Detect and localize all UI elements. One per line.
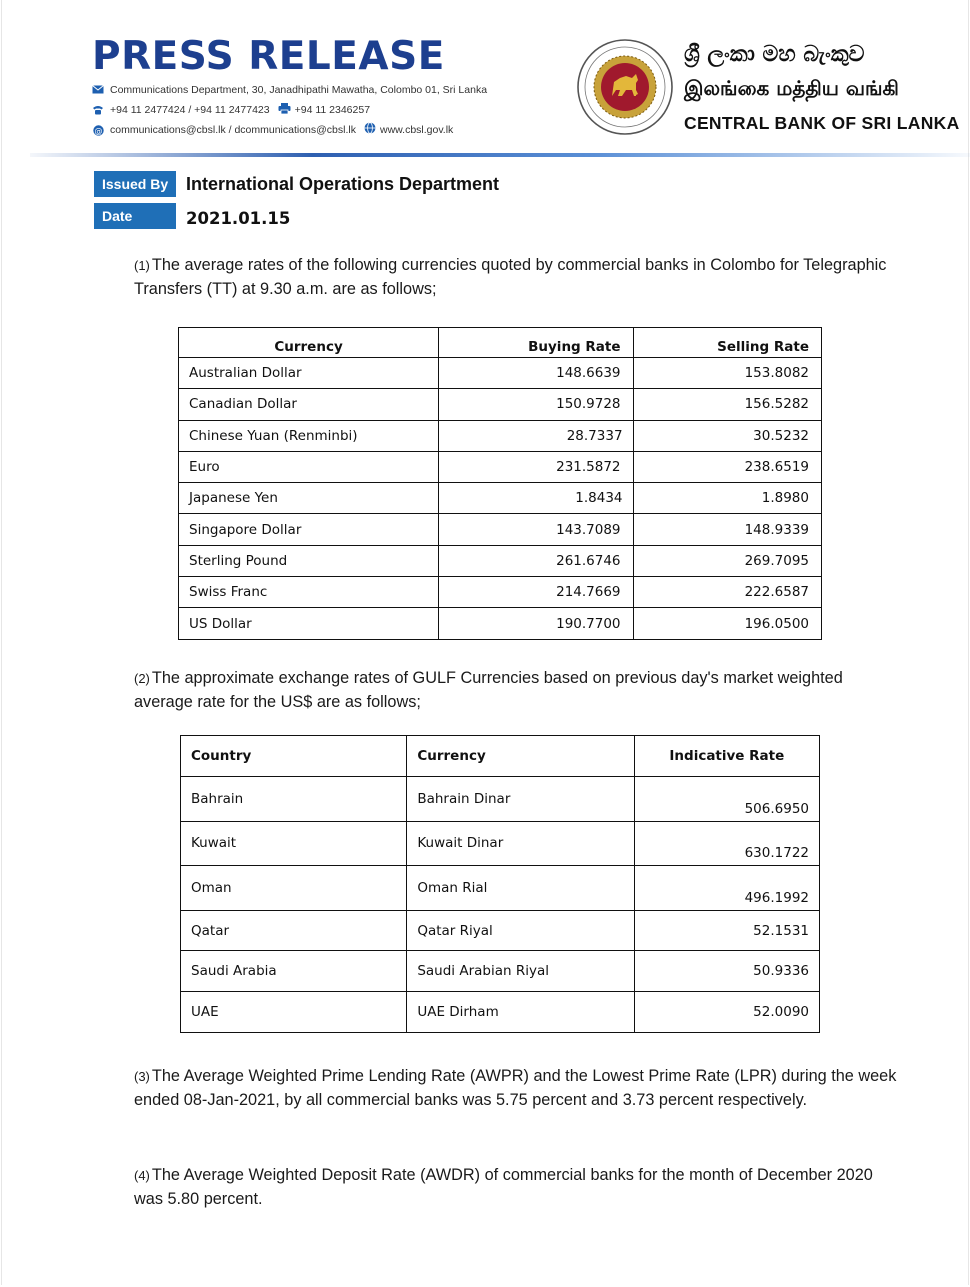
email-text[interactable]: communications@cbsl.lk / dcommunications@cbsl.lk: [110, 123, 356, 136]
selling-rate-cell: 196.0500: [633, 608, 821, 639]
table-row: [179, 577, 822, 608]
bank-name-sinhala: ශ්‍රී ලංකා මහ බැංකුව: [684, 42, 865, 67]
table-row: [179, 514, 822, 545]
paragraph-1: [134, 254, 904, 300]
buying-rate-cell: 148.6639: [439, 358, 633, 389]
selling-rate-cell: 1.8980: [633, 483, 821, 514]
table-row: [181, 951, 820, 992]
phone-icon: [92, 105, 104, 115]
currency-cell: Kuwait Dinar: [407, 821, 634, 866]
paragraph-number: (2): [134, 671, 150, 686]
currency-cell: Sterling Pound: [179, 545, 439, 576]
buying-rate-cell: 143.7089: [439, 514, 633, 545]
selling-rate-cell: 156.5282: [633, 389, 821, 420]
buying-rate-cell: 190.7700: [439, 608, 633, 639]
paragraph-text: The average rates of the following currencies quoted by commercial banks in Colombo for Telegraphic Transfers (TT) at 9.30 a.m. are as follows;: [134, 256, 887, 298]
selling-rate-cell: 222.6587: [633, 577, 821, 608]
contact-web: [92, 122, 453, 137]
column-header-selling-rate: Selling Rate: [633, 328, 821, 358]
currency-cell: US Dollar: [179, 608, 439, 639]
column-header-country: Country: [181, 736, 407, 777]
country-cell: Qatar: [181, 910, 407, 951]
indicative-rate-cell: 52.1531: [634, 910, 819, 951]
currency-cell: Swiss Franc: [179, 577, 439, 608]
currency-cell: Chinese Yuan (Renminbi): [179, 420, 439, 451]
bank-name-tamil: இலங்கை மத்திய வங்கி: [684, 76, 899, 100]
table-row: [181, 991, 820, 1032]
country-cell: Oman: [181, 866, 407, 911]
paragraph-4: [134, 1164, 904, 1210]
paragraph-number: (3): [134, 1069, 150, 1084]
buying-rate-cell: 214.7669: [439, 577, 633, 608]
table-row: [179, 389, 822, 420]
table-header-row: [179, 328, 822, 358]
date-value: 2021.01.15: [186, 209, 291, 228]
currency-cell: Qatar Riyal: [407, 910, 634, 951]
indicative-rate-cell: 506.6950: [634, 777, 819, 822]
table-header-row: [181, 736, 820, 777]
country-cell: Bahrain: [181, 777, 407, 822]
table-row: [179, 608, 822, 639]
paragraph-text: The Average Weighted Deposit Rate (AWDR) of commercial banks for the month of December 2020 was 5.80 percent.: [134, 1166, 873, 1208]
paragraph-3: [134, 1065, 904, 1111]
central-bank-seal: [576, 38, 674, 136]
country-cell: UAE: [181, 991, 407, 1032]
issued-by-value: International Operations Department: [186, 174, 500, 194]
table-row: [181, 821, 820, 866]
currency-cell: Canadian Dollar: [179, 389, 439, 420]
column-header-currency: Currency: [179, 328, 439, 358]
phone-text: +94 11 2477424 / +94 11 2477423: [110, 104, 270, 116]
selling-rate-cell: 30.5232: [633, 420, 821, 451]
globe-icon: [364, 122, 376, 137]
currency-cell: Oman Rial: [407, 866, 634, 911]
table-row: [179, 451, 822, 482]
tt-rates-table: [178, 327, 822, 640]
address-text: Communications Department, 30, Janadhipathi Mawatha, Colombo 01, Sri Lanka: [110, 84, 488, 96]
selling-rate-cell: 153.8082: [633, 358, 821, 389]
indicative-rate-cell: 496.1992: [634, 866, 819, 911]
currency-cell: UAE Dirham: [407, 991, 634, 1032]
contact-address: [92, 84, 487, 96]
paragraph-text: The Average Weighted Prime Lending Rate (AWPR) and the Lowest Prime Rate (LPR) during the week ended 08-Jan-2021, by all commercial banks was 5.75 percent and 3.73 percent respectively.: [134, 1067, 897, 1109]
buying-rate-cell: 261.6746: [439, 545, 633, 576]
selling-rate-cell: 148.9339: [633, 514, 821, 545]
svg-text:@: @: [94, 125, 102, 135]
table-row: [181, 777, 820, 822]
paragraph-number: (4): [134, 1168, 150, 1183]
currency-cell: Japanese Yen: [179, 483, 439, 514]
paragraph-text: The approximate exchange rates of GULF Currencies based on previous day's market weighted average rate for the US$ are as follows;: [134, 669, 843, 711]
table-row: [179, 358, 822, 389]
table-row: [179, 483, 822, 514]
at-icon: [92, 125, 104, 135]
column-header-currency: Currency: [407, 736, 634, 777]
country-cell: Saudi Arabia: [181, 951, 407, 992]
bank-name-english: CENTRAL BANK OF SRI LANKA: [684, 113, 960, 133]
table-row: [181, 866, 820, 911]
table-row: [179, 545, 822, 576]
contact-phone: [92, 103, 370, 117]
envelope-icon: [92, 85, 104, 95]
country-cell: Kuwait: [181, 821, 407, 866]
indicative-rate-cell: 52.0090: [634, 991, 819, 1032]
currency-cell: Bahrain Dinar: [407, 777, 634, 822]
header-divider: [30, 153, 970, 157]
selling-rate-cell: 238.6519: [633, 451, 821, 482]
table-row: [181, 910, 820, 951]
fax-text: +94 11 2346257: [294, 104, 371, 116]
issued-by-label: Issued By: [94, 171, 176, 197]
column-header-buying-rate: Buying Rate: [439, 328, 633, 358]
buying-rate-cell: 28.7337: [439, 420, 633, 451]
currency-cell: Singapore Dollar: [179, 514, 439, 545]
website-link[interactable]: www.cbsl.gov.lk: [379, 123, 454, 136]
buying-rate-cell: 1.8434: [439, 483, 633, 514]
paragraph-number: (1): [134, 258, 150, 273]
selling-rate-cell: 269.7095: [633, 545, 821, 576]
fax-icon: [278, 103, 291, 117]
page-title: PRESS RELEASE: [92, 34, 445, 79]
indicative-rate-cell: 630.1722: [634, 821, 819, 866]
date-label: Date: [94, 203, 176, 229]
gulf-rates-table: [180, 735, 820, 1033]
table-row: [179, 420, 822, 451]
currency-cell: Australian Dollar: [179, 358, 439, 389]
paragraph-2: [134, 667, 904, 713]
buying-rate-cell: 150.9728: [439, 389, 633, 420]
currency-cell: Euro: [179, 451, 439, 482]
buying-rate-cell: 231.5872: [439, 451, 633, 482]
column-header-indicative-rate: Indicative Rate: [634, 736, 819, 777]
indicative-rate-cell: 50.9336: [634, 951, 819, 992]
currency-cell: Saudi Arabian Riyal: [407, 951, 634, 992]
